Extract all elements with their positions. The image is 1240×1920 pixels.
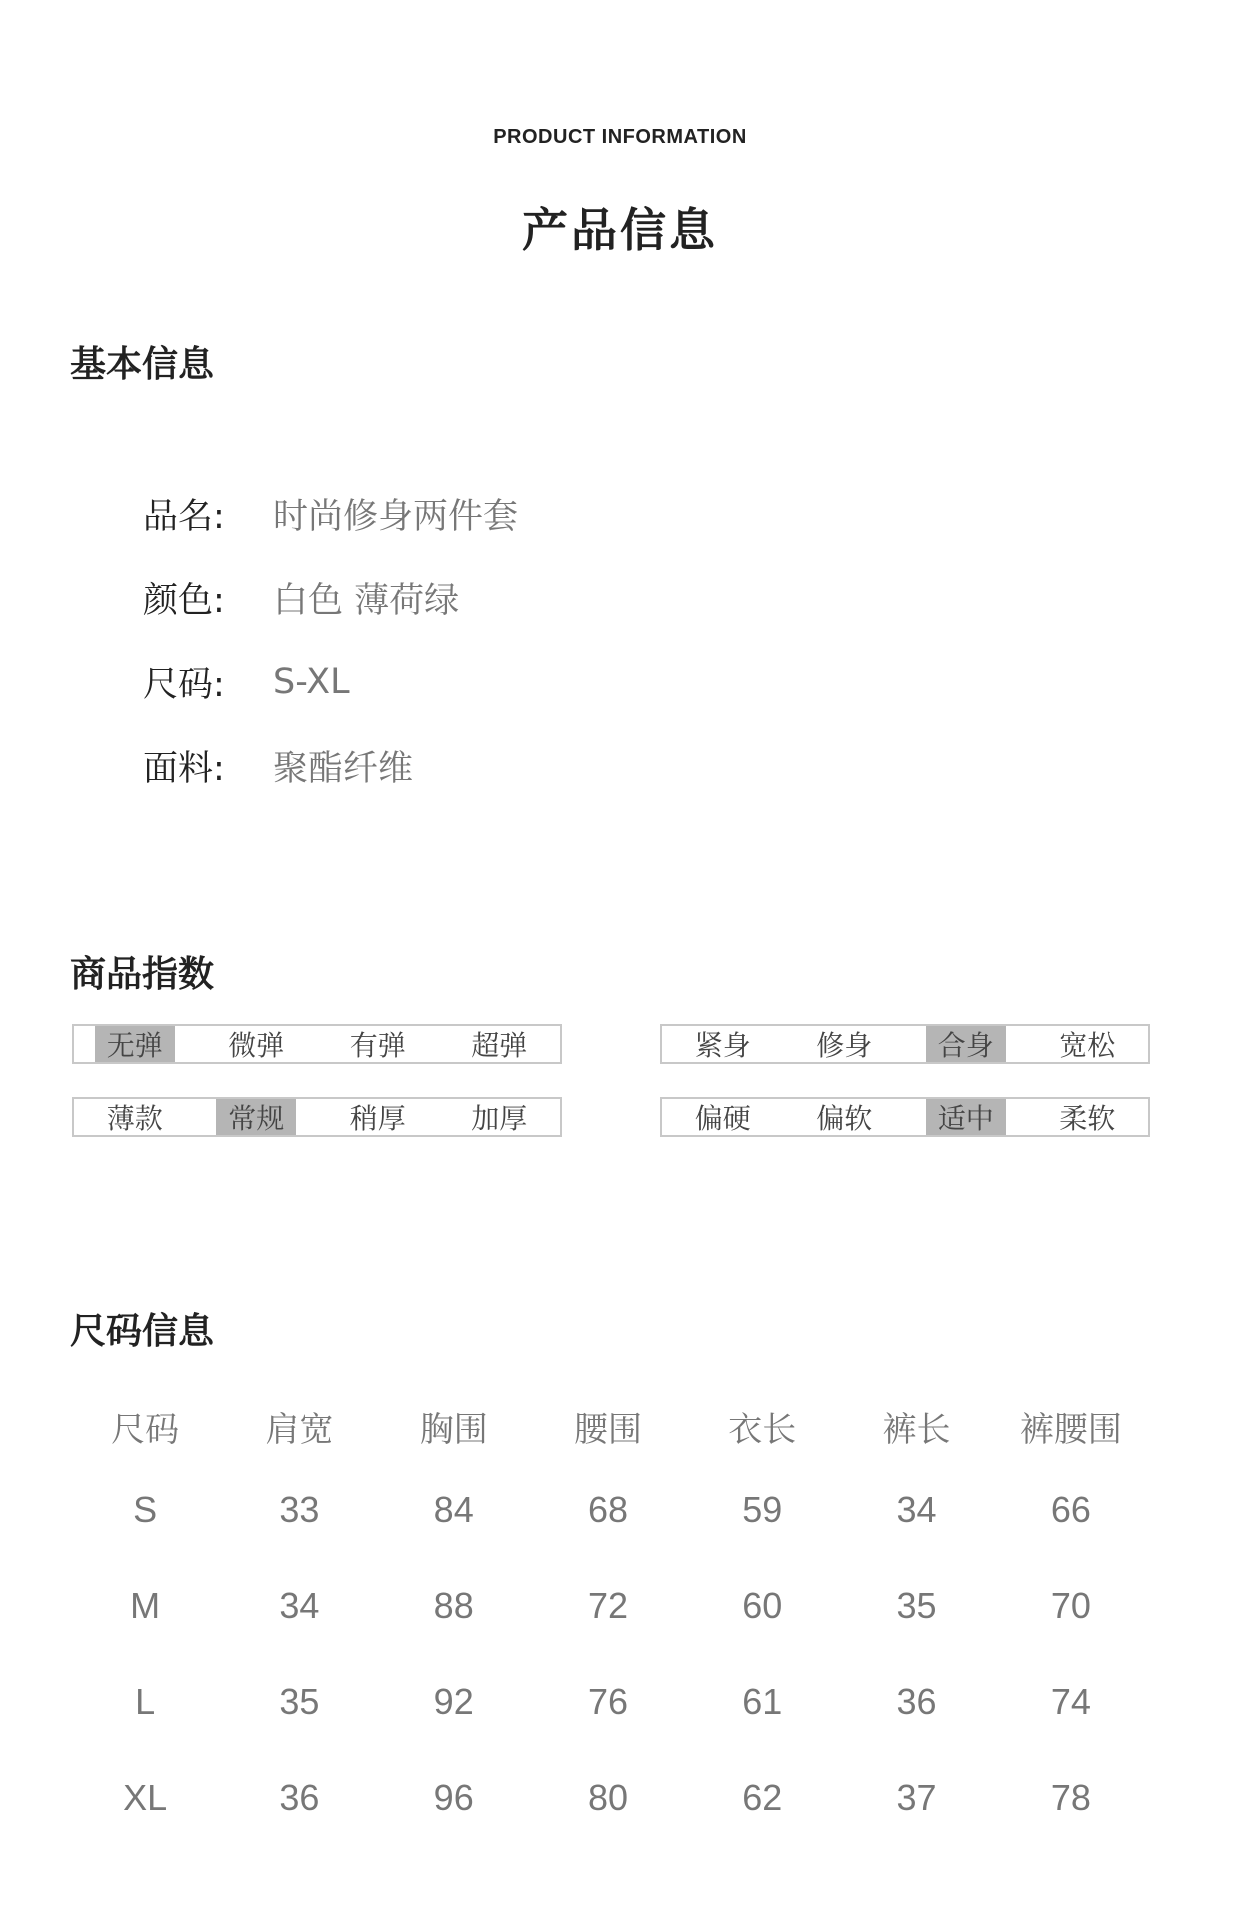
info-label: 尺码: <box>143 665 225 705</box>
index-option <box>439 1026 561 1062</box>
table-header-row <box>68 1390 1148 1462</box>
index-option-label: 修身 <box>816 1029 873 1062</box>
index-option-label: 适中 <box>926 1099 1006 1135</box>
info-value: 聚酯纤维 <box>273 749 414 789</box>
info-row-size <box>143 657 350 707</box>
table-cell: 35 <box>896 1585 937 1626</box>
column-header: 腰围 <box>573 1409 642 1450</box>
column-header: 裤腰围 <box>1019 1409 1122 1450</box>
info-label: 面料: <box>143 749 225 789</box>
table-cell: S <box>133 1489 158 1530</box>
index-option <box>905 1026 1027 1062</box>
index-bar-fit <box>660 1024 1150 1064</box>
table-cell: 34 <box>896 1489 937 1530</box>
table-cell: 35 <box>279 1681 320 1722</box>
product-index-title: 商品指数 <box>70 954 215 995</box>
basic-info-title: 基本信息 <box>70 344 215 385</box>
index-option <box>1027 1026 1149 1062</box>
info-value: S-XL <box>273 662 350 702</box>
index-option <box>905 1099 1027 1135</box>
header-title-cn: 产品信息 <box>522 203 718 257</box>
index-option <box>1027 1099 1149 1135</box>
index-option <box>196 1099 318 1135</box>
table-cell: 36 <box>279 1777 320 1818</box>
table-cell: M <box>130 1585 161 1626</box>
index-option-label: 稍厚 <box>349 1102 406 1135</box>
info-value: 时尚修身两件套 <box>273 497 519 537</box>
table-cell: L <box>135 1681 156 1722</box>
index-option-label: 有弹 <box>349 1029 406 1062</box>
column-header: 肩宽 <box>265 1409 334 1450</box>
column-header: 尺码 <box>111 1409 180 1450</box>
info-label: 颜色: <box>143 581 225 621</box>
info-row-fabric <box>143 741 413 791</box>
index-bar-softness <box>660 1097 1150 1137</box>
table-row <box>68 1654 1148 1750</box>
index-option-label: 薄款 <box>106 1102 163 1135</box>
index-option-label: 合身 <box>926 1026 1006 1062</box>
index-option <box>317 1026 439 1062</box>
table-cell: 62 <box>742 1777 783 1818</box>
index-option <box>74 1026 196 1062</box>
info-row-name <box>143 489 518 539</box>
table-row <box>68 1462 1148 1558</box>
index-option-label: 偏软 <box>816 1102 873 1135</box>
index-option <box>784 1026 906 1062</box>
index-option-label: 偏硬 <box>694 1102 751 1135</box>
index-option <box>784 1099 906 1135</box>
table-cell: 80 <box>587 1777 628 1818</box>
column-header: 胸围 <box>419 1409 488 1450</box>
index-option <box>662 1026 784 1062</box>
table-cell: 88 <box>433 1585 474 1626</box>
index-bar-thickness <box>72 1097 562 1137</box>
table-cell: 33 <box>279 1489 320 1530</box>
table-cell: 72 <box>587 1585 628 1626</box>
info-label: 品名: <box>143 497 225 537</box>
index-option <box>439 1099 561 1135</box>
table-cell: 34 <box>279 1585 320 1626</box>
header-title-en: PRODUCT INFORMATION <box>493 126 747 148</box>
table-cell: XL <box>123 1777 168 1818</box>
index-option <box>662 1099 784 1135</box>
index-bar-elasticity <box>72 1024 562 1064</box>
table-cell: 84 <box>433 1489 474 1530</box>
table-cell: 76 <box>587 1681 628 1722</box>
index-option <box>196 1026 318 1062</box>
index-option-label: 加厚 <box>471 1102 528 1135</box>
table-cell: 60 <box>742 1585 783 1626</box>
index-option <box>74 1099 196 1135</box>
table-cell: 74 <box>1050 1681 1091 1722</box>
table-row <box>68 1558 1148 1654</box>
table-cell: 92 <box>433 1681 474 1722</box>
index-option-label: 紧身 <box>694 1029 751 1062</box>
table-cell: 70 <box>1050 1585 1091 1626</box>
table-cell: 78 <box>1050 1777 1091 1818</box>
index-option-label: 宽松 <box>1059 1029 1116 1062</box>
info-row-color <box>143 573 459 623</box>
index-option-label: 超弹 <box>471 1029 528 1062</box>
size-table <box>68 1390 1148 1846</box>
index-option <box>317 1099 439 1135</box>
table-cell: 61 <box>742 1681 783 1722</box>
column-header: 衣长 <box>728 1409 797 1450</box>
table-cell: 66 <box>1050 1489 1091 1530</box>
table-cell: 37 <box>896 1777 937 1818</box>
size-info-title: 尺码信息 <box>70 1311 215 1352</box>
table-cell: 59 <box>742 1489 783 1530</box>
table-row <box>68 1750 1148 1846</box>
table-cell: 96 <box>433 1777 474 1818</box>
column-header: 裤长 <box>882 1409 951 1450</box>
table-cell: 68 <box>587 1489 628 1530</box>
index-option-label: 柔软 <box>1059 1102 1116 1135</box>
table-cell: 36 <box>896 1681 937 1722</box>
index-option-label: 常规 <box>216 1099 296 1135</box>
info-value: 白色 薄荷绿 <box>273 581 460 621</box>
index-option-label: 微弹 <box>228 1029 285 1062</box>
index-option-label: 无弹 <box>95 1026 175 1062</box>
